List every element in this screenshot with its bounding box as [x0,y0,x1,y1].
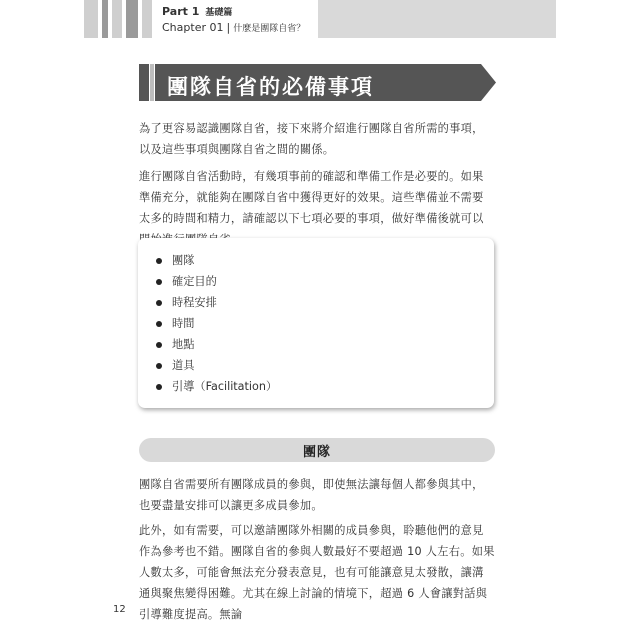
section-title-banner [139,64,496,101]
part-title: 基礎篇 [205,8,233,18]
checklist-item [156,313,277,334]
body-paragraph: 此外，如有需要，可以邀請團隊外相關的成員參與，聆聽他們的意見作為參考也不錯。團隊自省的參與人數最好不要超過 10 人左右。如果人數太多，可能會無法充分發表意見，也有可能讓意見太發散，讓溝通與聚焦變得困難。尤其在線上討論的情境下，超過 6 人會讓對話與引導難度提高。無論 [139,524,495,621]
chapter-label: Chapter 01 [162,21,224,34]
checklist-item-label: 時間 [172,317,195,330]
bullet-icon [156,279,162,285]
subsection-heading [139,438,495,462]
checklist-item [156,376,277,397]
header-stripe [84,0,98,38]
section-title: 團隊自省的必備事項 [167,75,374,99]
part-heading [162,5,232,18]
checklist-item-label: 地點 [172,338,195,351]
bullet-icon [156,342,162,348]
chapter-heading [162,21,305,34]
bullet-icon [156,300,162,306]
bullet-icon [156,363,162,369]
checklist-item [156,334,277,355]
bullet-icon [156,384,162,390]
checklist-item [156,292,277,313]
header-stripe [142,0,152,38]
intro-paragraph: 為了更容易認識團隊自省，接下來將介紹進行團隊自省所需的事項，以及這些事項與團隊自省之間的關係。 [139,122,484,156]
intro-paragraph: 進行團隊自省活動時，有幾項事前的確認和準備工作是必要的。如果準備充分，就能夠在團隊自省中獲得更好的效果。這些準備並不需要太多的時間和精力，請確認以下七項必要的事項，做好準備後就可以 [139,170,484,225]
running-header [152,0,318,38]
page-number: 12 [113,604,126,615]
checklist-box [138,238,494,408]
subsection-title: 團隊 [302,444,331,460]
checklist-item [156,355,277,376]
bullet-icon [156,258,162,264]
body-paragraph: 團隊自省需要所有團隊成員的參與，即使無法讓每個人都參與其中，也要盡量安排可以讓更多成員參加。 [139,478,484,512]
header-stripe [112,0,122,38]
header-separator: | [226,21,231,34]
checklist-item-label: 確定目的 [172,275,217,288]
bullet-icon [156,321,162,327]
header-bar [318,0,556,38]
checklist-item [156,271,277,292]
header-stripes [84,0,152,38]
checklist-item-label: 時程安排 [172,296,217,309]
header-stripe [126,0,138,38]
checklist-item [156,250,277,271]
part-label: Part 1 [162,5,200,18]
checklist-item-label: 道具 [172,359,195,372]
checklist-item-label: 引導（Facilitation） [172,380,278,393]
chapter-title: 什麼是團隊自省？ [233,24,306,34]
checklist-item-label: 團隊 [172,254,195,267]
checklist [156,250,277,397]
